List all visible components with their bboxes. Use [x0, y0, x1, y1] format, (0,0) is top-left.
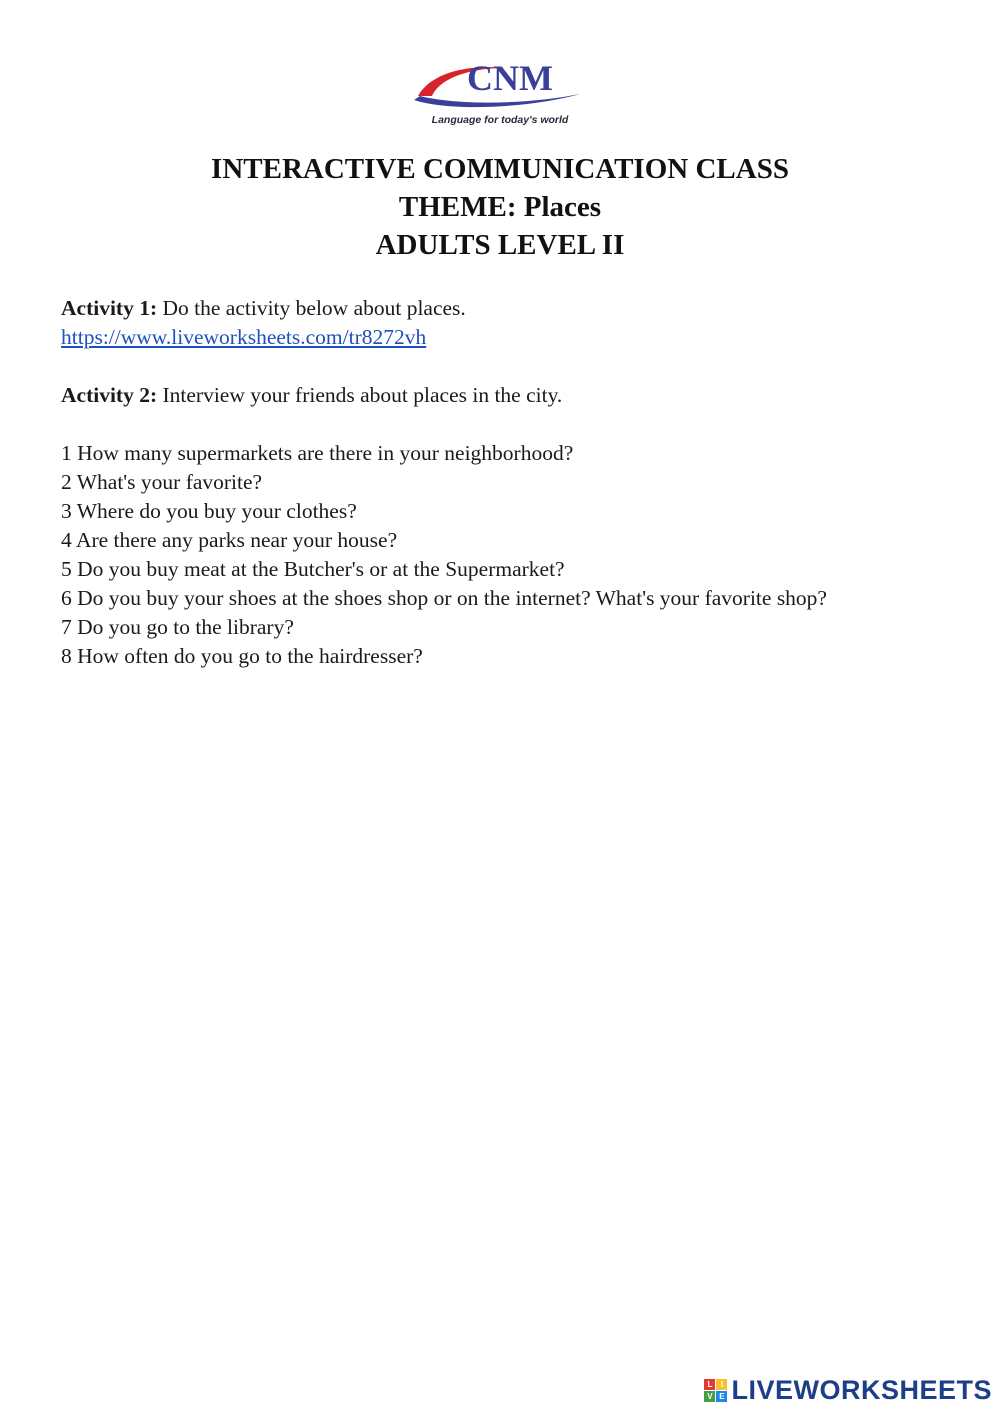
- worksheet-content: [61, 294, 961, 671]
- title-line-2: THEME: Places: [398, 191, 602, 223]
- logo-tagline: Language for today's world: [431, 114, 569, 126]
- question-item: 5 Do you buy meat at the Butcher's or at the Supermarket?: [61, 557, 565, 581]
- activity-1-text: Do the activity below about places.: [157, 296, 466, 320]
- question-item: 4 Are there any parks near your house?: [61, 528, 398, 552]
- activity-1-label: Activity 1:: [61, 296, 158, 320]
- cnm-logo: [410, 56, 590, 132]
- question-list: [61, 439, 961, 671]
- question-item: 3 Where do you buy your clothes?: [61, 499, 357, 523]
- liveworksheets-logo-icon: [704, 1379, 727, 1402]
- question-item: 7 Do you go to the library?: [61, 615, 294, 639]
- activity-1-link[interactable]: https://www.liveworksheets.com/tr8272vh: [61, 325, 427, 349]
- cnm-logo-swoosh-icon: [410, 56, 590, 116]
- cnm-logo-text: CNM: [467, 58, 553, 98]
- wm-letter-l: L: [704, 1379, 715, 1390]
- question-item: 1 How many supermarkets are there in your neighborhood?: [61, 441, 574, 465]
- activity-2-label: Activity 2:: [61, 383, 158, 407]
- liveworksheets-watermark: [704, 1375, 992, 1405]
- wm-letter-e: E: [716, 1391, 727, 1402]
- watermark-text: LIVEWORKSHEETS: [731, 1374, 992, 1405]
- page-title: [0, 150, 1000, 264]
- question-item: 2 What's your favorite?: [61, 470, 263, 494]
- title-line-3: ADULTS LEVEL II: [375, 229, 625, 261]
- question-item: 8 How often do you go to the hairdresser?: [61, 644, 423, 668]
- wm-letter-v: V: [704, 1391, 715, 1402]
- activity-2-text: Interview your friends about places in the city.: [157, 383, 563, 407]
- activity-1: [61, 294, 961, 323]
- title-line-1: INTERACTIVE COMMUNICATION CLASS: [211, 153, 789, 185]
- wm-letter-i: I: [716, 1379, 727, 1390]
- question-item: 6 Do you buy your shoes at the shoes shop or on the internet? What's your favorite shop?: [61, 586, 827, 610]
- activity-2: [61, 381, 961, 410]
